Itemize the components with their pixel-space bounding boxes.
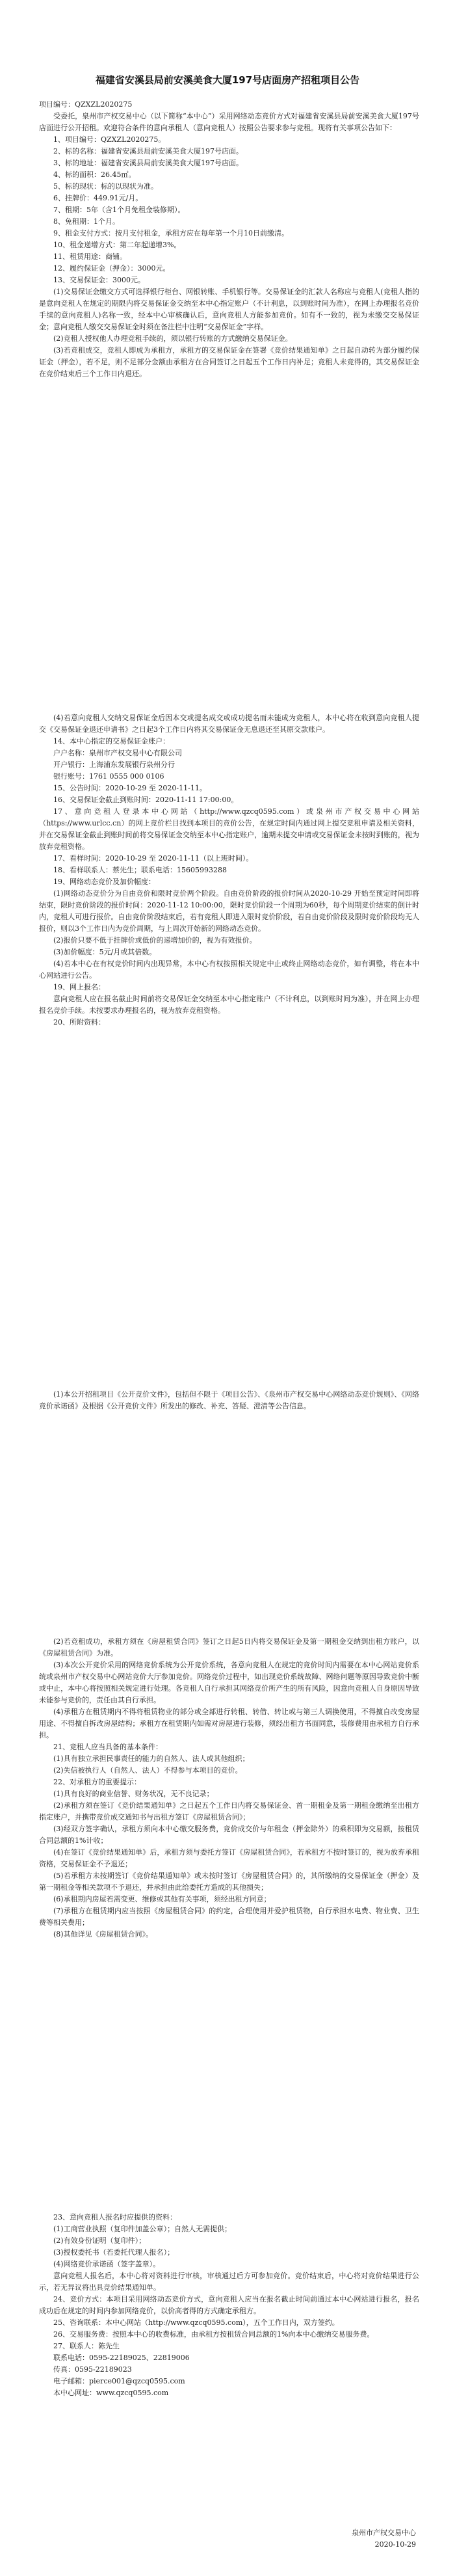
paragraph: (1)网络动态竞价分为自由竞价和限时竞价两个阶段。自由竞价阶段的报价时间从2020-10-29 开始至预定时间即将结束，限时竞价阶段的报价时间：2020-11-12 10:00:00，限时竞价阶段一个周期为60秒，每个周期竞价结束的倒计时内，竞租人可进行报价。自由竞价阶段结束后，若有竞租人即进入限时竞价阶段，若自由竞价阶段及限时竞价阶段均无人报价，则以3个工作日内为竞价周期，与上周次开始新的网络动态竞价。 (39, 889, 419, 933)
paragraph: 2、标的名称：福建省安溪县局前安溪美食大厦197号店面。 (53, 147, 243, 155)
paragraph: 25、咨询联系：本中心网站（http://www.qzcq0595.com），五个工作日内，双方签约。 (53, 2318, 339, 2327)
paragraph: 4、标的面积：26.45㎡。 (53, 170, 136, 179)
paragraph: (3)本次公开竞价采用的网络竞价系统为公开竞价系统，各意向竞租人在规定的竞价时间内需要在本中心网站竞价系统或泉州市产权交易中心网站竞价大厅参加竞价。网络竞价过程中，如出现竞价系统故障、网络问题等原因导致竞价中断或中止，本中心将按照相关规定进行处理。各竞租人自行承担其网络竞价所产生的所有风险，因意向竞租人自身原因导致未能参与竞价的，责任由其自行承担。 (39, 1661, 419, 1704)
paragraph: (3)授权委托书（若委托代理人报名）； (53, 2248, 175, 2257)
paragraph: (4)承租方在租赁期内不得将租赁物业的部分或全部进行转租、转借、转让或与第三人调换使用，不得擅自改变房屋用途、不得擅自拆改房屋结构；承租方在租赁期内如需对房屋进行装修，须经出租方书面同意，装修费用由承租方自行承担。 (39, 1708, 419, 1739)
paragraph: 联系电话：0595-22189025、22819006 (53, 2354, 190, 2362)
section-deposit-and-bidding (39, 712, 419, 1028)
paragraph: 8、免租期：1个月。 (53, 217, 120, 226)
paragraph: 14、本中心指定的交易保证金账户： (53, 737, 170, 745)
paragraph: 6、挂牌价：449.91元/月。 (53, 194, 143, 202)
paragraph: (4)若本中心在有权竞价时间内出现异常，本中心有权按照相关规定中止或终止网络动态竞价，如有调整，将在本中心网站进行公告。 (39, 959, 419, 980)
paragraph: (4)若意向竞租人交纳交易保证金后因本交或提名成交或成功提名而未能成为竞租人，本中心将在收到意向竞租人提交《交易保证金退还申请书》之日起3个工作日内将其交易保证金无息退还至其原交款账户。 (39, 714, 419, 734)
paragraph: 9、租金支付方式：按月支付租金，承租方应在每年第一个月10日前缴清。 (53, 229, 289, 237)
paragraph: 24、竞价方式：本项目采用网络动态竞价方式，意向竞租人应当在报名截止时间前通过本中心网站进行报名，报名成功后在规定的时间内参加网络竞价，以价高者得的方式确定承租方。 (39, 2295, 419, 2315)
paragraph: 11、租赁用途：商铺。 (53, 252, 127, 261)
section-main-terms (39, 111, 419, 380)
paragraph: (1)工商营业执照（复印件加盖公章）；自然人无需提供； (53, 2225, 232, 2233)
paragraph: 19、网上报名： (53, 983, 105, 991)
paragraph: (2)竞租人授权他人办理竞租手续的，须以银行转账的方式缴纳交易保证金。 (53, 334, 292, 343)
paragraph: 1、项目编号：QZXZL2020275。 (53, 135, 166, 144)
signature-org: 泉州市产权交易中心 (352, 2529, 416, 2537)
section-attached-documents (39, 1389, 419, 1412)
paragraph: 7、租期：5年（含1个月免租金装修期）。 (53, 206, 185, 214)
paragraph: 5、标的现状：标的以现状为准。 (53, 182, 158, 191)
paragraph: 19、网络动态竞价及加价幅度： (53, 878, 155, 886)
paragraph: 20、所附资料： (53, 1018, 105, 1026)
paragraph: 18、看样联系人：蔡先生；联系电话：15605993288 (53, 866, 227, 874)
paragraph: 3、标的地址：福建省安溪县局前安溪美食大厦197号店面。 (53, 159, 243, 167)
paragraph: (3)若竞租成交，竞租人即成为承租方，承租方的交易保证金在签署《竞价结果通知单》之日起自动转为部分履约保证金（押金），若不足，则不足部分金额由承租方在合同签订之日起五个工作日内补足；竞租人未竞得的，其交易保证金在竞价结束后三个工作日内退还。 (39, 346, 419, 378)
paragraph: 13、交易保证金：3000元。 (53, 276, 145, 284)
section-lessee-notes (39, 1636, 419, 1940)
paragraph: (1)具有良好的商业信誉、财务状况，无不良记录； (53, 1790, 214, 1798)
section-registration-and-contact (39, 2212, 419, 2399)
paragraph: (2)若竞租成功，承租方须在《房屋租赁合同》签订之日起5日内将交易保证金及第一期租金交纳到出租方账户，以《房屋租赁合同》为准。 (39, 1637, 419, 1657)
paragraph: 受委托，泉州市产权交易中心（以下简称“本中心”）采用网络动态竞价方式对福建省安溪县局前安溪美食大厦197号店面进行公开招租。欢迎符合条件的意向承租人（意向竞租人）按照公告要求参与竞租。现将有关事项公告如下： (39, 112, 419, 132)
paragraph: 意向竞租人报名后，本中心将对资料进行审核，审核通过后方可参加竞价。竞价结束后，中心将对竞价结果进行公示，若无异议将出具竞价结果通知单。 (39, 2272, 419, 2292)
project-number: 项目编号：QZXZL2020275 (39, 100, 133, 109)
paragraph: 电子邮箱：pierce001@qzcq0595.com (53, 2377, 185, 2385)
paragraph: (2)报价只要不低于挂牌价或低价的递增加价的，视为有效报价。 (53, 936, 257, 945)
paragraph: 12、履约保证金（押金）：3000元。 (53, 264, 170, 273)
paragraph: (2)有效身份证明（复印件）； (53, 2236, 146, 2245)
paragraph: (3)经双方签字确认，承租方须向本中心缴交服务费，竞价成交价与年租金（押金除外）的乘积即为交易额，按租赁合同总额的1%计收； (39, 1825, 419, 1845)
paragraph: 22、对承租方的重要提示： (53, 1778, 141, 1786)
paragraph: 17、看样时间：2020-10-29 至 2020-11-11（以上班时间）。 (53, 854, 254, 863)
paragraph: 23、意向竞租人报名时应提供的资料： (53, 2213, 177, 2221)
paragraph: (5)若承租方未按期签订《竞价结果通知单》或未按时签订《房屋租赁合同》的，其所缴纳的交易保证金（押金）及第一期租金等相关款项不予退还，并承担由此给委托方造成的其他损失； (39, 1872, 419, 1892)
paragraph: (1)交易保证金缴交方式可选择银行柜台、网银转账、手机银行等。交易保证金的汇款人名称应与竞租人(竞租人指的是意向竞租人在规定的期限内将交易保证金交纳至本中心指定账户（不计利息，以到账时间为准），在网上办理报名竞价手续的意向竞租人)名称一致，经本中心审核确认后，意向竞租人方能参加竞价。如有不一致的，视为未缴交交易保证金；意向竞租人缴交交易保证金时须在备注栏中注明“交易保证金”字样。 (39, 288, 419, 331)
paragraph: 10、租金递增方式：第二年起递增3%。 (53, 241, 181, 249)
paragraph: (2)承租方须在签订《竞价结果通知单》之日起五个工作日内将交易保证金、首一期租金及第一期租金缴纳至出租方指定账户，并携带竞价成交通知书与出租方签订《房屋租赁合同》； (39, 1801, 419, 1821)
paragraph: 本中心网址：www.qzcq0595.com (53, 2389, 169, 2397)
paragraph: (3)加价幅度：5元/月或其倍数。 (53, 948, 157, 956)
paragraph: (7)承租方在租赁期内应当按照《房屋租赁合同》的约定，合理使用并爱护租赁物，自行承担水电费、物业费、卫生费等相关费用； (39, 1907, 419, 1927)
paragraph: 27、联系人：陈先生 (53, 2342, 120, 2350)
paragraph: (4)在签订《竞价结果通知单》后，承租方须与委托方签订《房屋租赁合同》，若承租方不按时签订的，视为放弃承租资格，交易保证金不予退还； (39, 1848, 419, 1868)
signature-date: 2020-10-29 (374, 2540, 416, 2549)
paragraph: 户户名称：泉州市产权交易中心有限公司 (53, 749, 182, 757)
paragraph: 15、公告时间：2020-10-29 至 2020-11-11。 (53, 784, 207, 792)
page-title: 福建省安溪县局前安溪美食大厦197号店面房产招租项目公告 (95, 74, 360, 86)
paragraph: 意向竞租人应在报名截止时间前将交易保证金交纳至本中心指定账户（不计利息，以到账时间为准），并在网上办理报名竞价手续。未按要求办理报名的，视为放弃竞租资格。 (39, 995, 419, 1015)
paragraph: 传真：0595-22189023 (53, 2365, 132, 2374)
paragraph: (2)失信被执行人（自然人、法人）不得参与本项目的竞价。 (53, 1766, 242, 1775)
paragraph: 17、意向竞租人登录本中心网站（http://www.qzcq0595.com）或泉州市产权交易中心网站（https://www.urlcc.cn）的网上竞价栏目找到本项目的竞价公告，在规定时间内通过网上提交竞租申请及相关资料，并在交易保证金截止到账时间前将交易保证金交纳至本中心指定账户，逾期未提交申请或交易保证金未按时到账的，视为放弃竞租资格。 (39, 807, 419, 851)
paragraph: (1)具有独立承担民事责任的能力的自然人、法人或其他组织； (53, 1754, 250, 1763)
paragraph: (1)本公开招租项目《公开竞价文件》，包括但不限于《项目公告》、《泉州市产权交易中心网络动态竞价规则》、《网络竞价承诺函》及根据《公开竞价文件》所发出的修改、补充、答疑、澄清等公告信息。 (39, 1390, 419, 1410)
paragraph: 26、交易服务费：按照本中心的收费标准，由承租方按租赁合同总额的1%向本中心缴纳交易服务费。 (53, 2330, 374, 2339)
paragraph: 16、交易保证金截止到账时间：2020-11-11 17:00:00。 (53, 796, 239, 804)
paragraph: 银行账号：1761 0555 000 0106 (53, 772, 164, 781)
paragraph: (4)网络竞价承诺函（签字盖章）。 (53, 2260, 161, 2268)
paragraph: 21、竞租人应当具备的基本条件： (53, 1743, 162, 1751)
paragraph: (8)其他详见《房屋租赁合同》。 (53, 1930, 153, 1939)
paragraph: 开户银行：上海浦东发展银行泉州分行 (53, 760, 175, 769)
paragraph: (6)承租期内房屋若需变更、维修或其他有关事项，须经出租方同意； (53, 1895, 271, 1903)
